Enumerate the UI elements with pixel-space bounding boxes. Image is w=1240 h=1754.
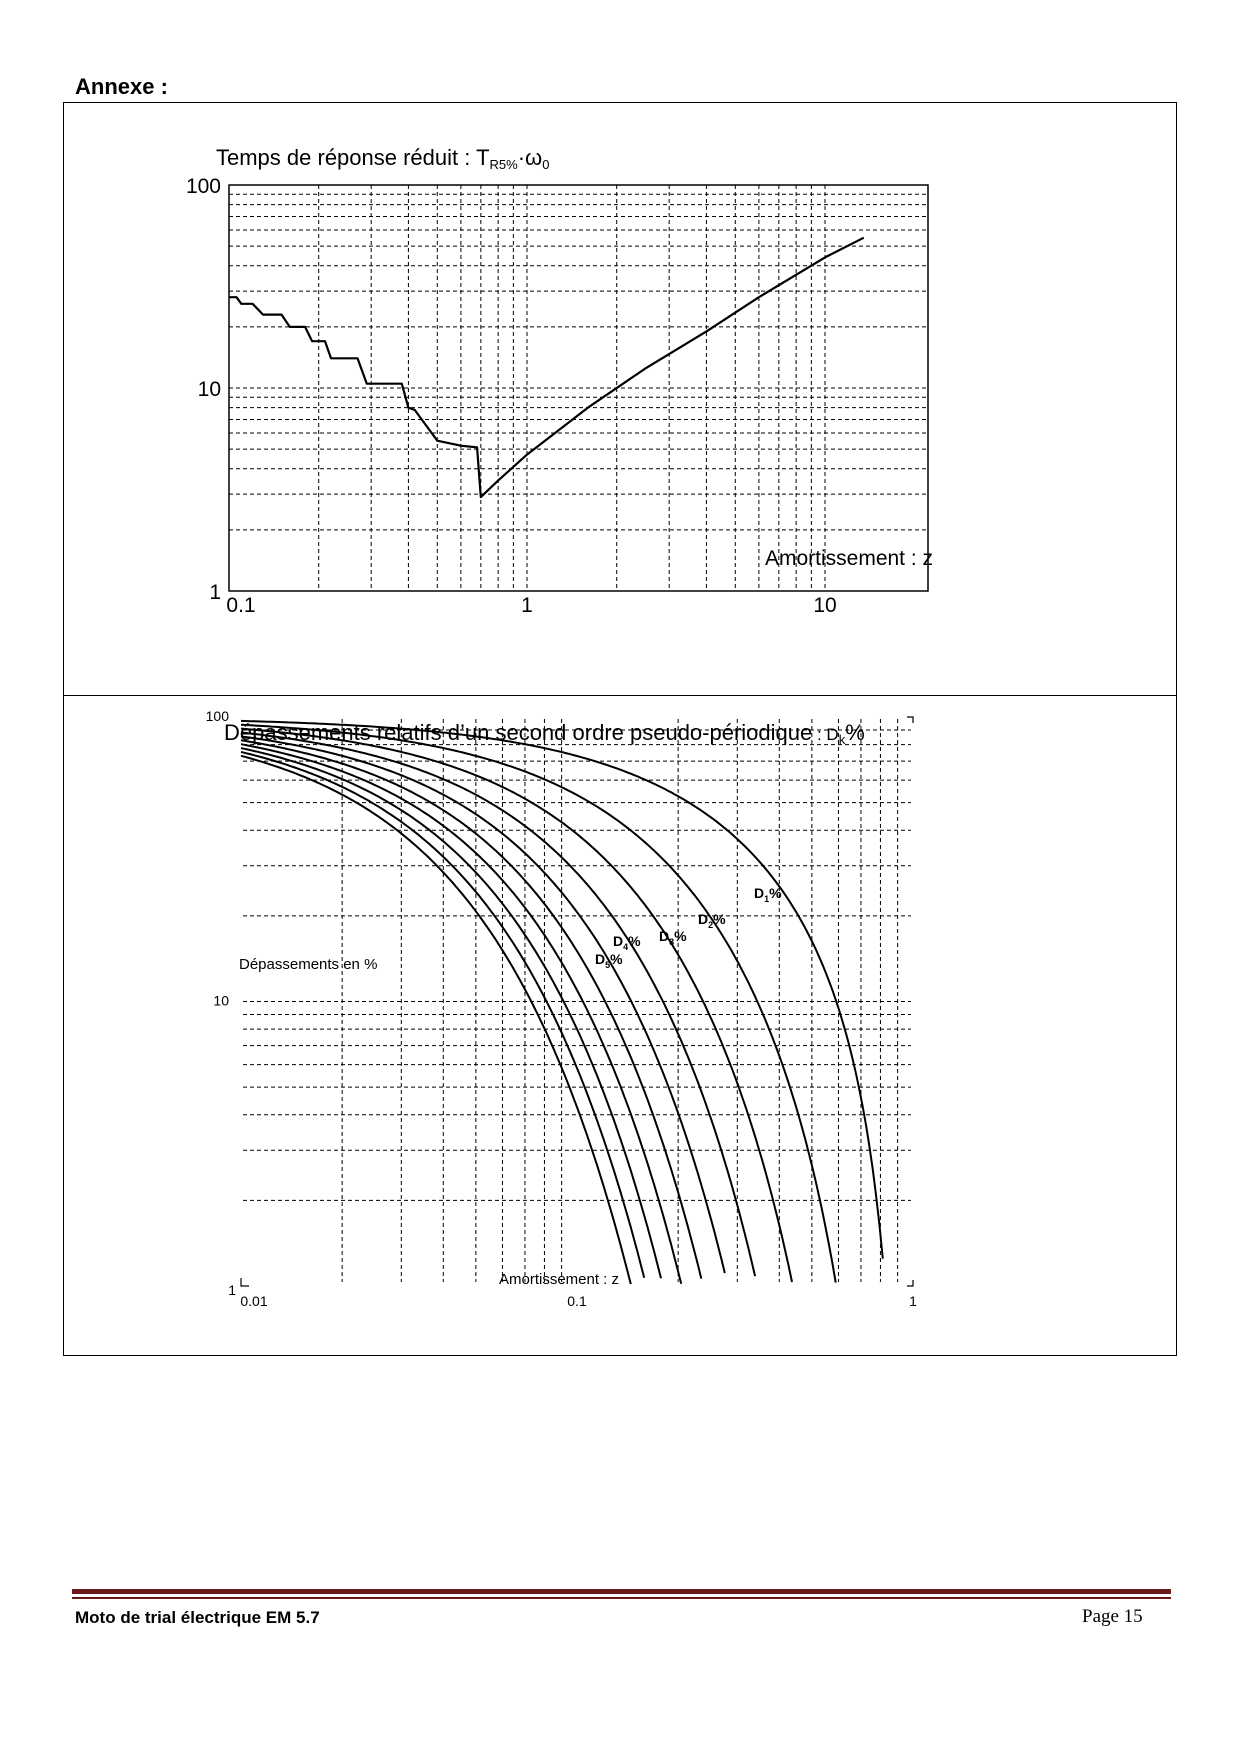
chart1-plot-area — [229, 185, 928, 591]
chart1-xtick-label: 1 — [521, 594, 533, 617]
footer-rule — [72, 1589, 1171, 1594]
chart1-xtick-label: 10 — [813, 594, 837, 617]
chart1-xtick-label: 0.1 — [226, 594, 256, 617]
footer-document-title: Moto de trial électrique EM 5.7 — [75, 1608, 320, 1627]
chart2-xtick-label: 0.01 — [240, 1293, 268, 1309]
chart2-xlabel: Amortissement : z — [498, 1271, 620, 1288]
chart2-ytick-label: 10 — [213, 992, 229, 1009]
chart2-series-label-2: $D_2\%$ — [698, 911, 726, 930]
chart2-series-label-3: $D_3\%$ — [659, 928, 687, 947]
footer-page-number: Page 15 — [1082, 1606, 1143, 1627]
chart1-ytick-label: 10 — [197, 378, 221, 401]
chart2-series-line-5 — [241, 736, 725, 1273]
chart2-series-line-8 — [241, 748, 661, 1278]
chart2-ytick-label: 100 — [205, 708, 229, 724]
charts-canvas — [64, 103, 1178, 1357]
chart2-series-label-4: $D_4\%$ — [613, 933, 641, 952]
footer-rule-thin — [72, 1597, 1171, 1599]
chart1-title: Temps de réponse réduit : $T_{R5\%}\cdot\omega_0$ — [216, 145, 550, 172]
chart1-series-line — [229, 238, 864, 497]
chart2-series-line-2 — [241, 725, 836, 1283]
chart2-series-line-1 — [241, 721, 883, 1259]
chart2-corner-mark — [241, 1278, 249, 1286]
chart1-xlabel: Amortissement : z — [764, 547, 934, 570]
chart2-corner-mark — [907, 717, 913, 723]
chart1-ytick-label: 100 — [185, 175, 221, 198]
chart2-xtick-label: 0.1 — [567, 1293, 587, 1309]
chart2-series-line-7 — [241, 744, 681, 1283]
chart2-xtick-label: 1 — [909, 1293, 917, 1309]
chart2-series-label-1: $D_1\%$ — [754, 885, 782, 904]
charts-frame — [63, 102, 1177, 1356]
annex-heading: Annexe : — [75, 74, 168, 99]
chart2-series-line-3 — [241, 729, 792, 1282]
chart2-corner-mark — [907, 1280, 913, 1286]
chart1-ytick-label: 1 — [209, 581, 221, 604]
chart2-title: Dépassements relatifs d’un second ordre pseudo-périodique : $D_k\%$ — [224, 720, 865, 747]
chart2-ylabel: Dépassements en % — [239, 956, 378, 973]
chart2-series-label-5: $D_5\%$ — [595, 951, 623, 970]
chart2-series-line-6 — [241, 740, 701, 1278]
chart2-ytick-label: 1 — [228, 1282, 236, 1298]
